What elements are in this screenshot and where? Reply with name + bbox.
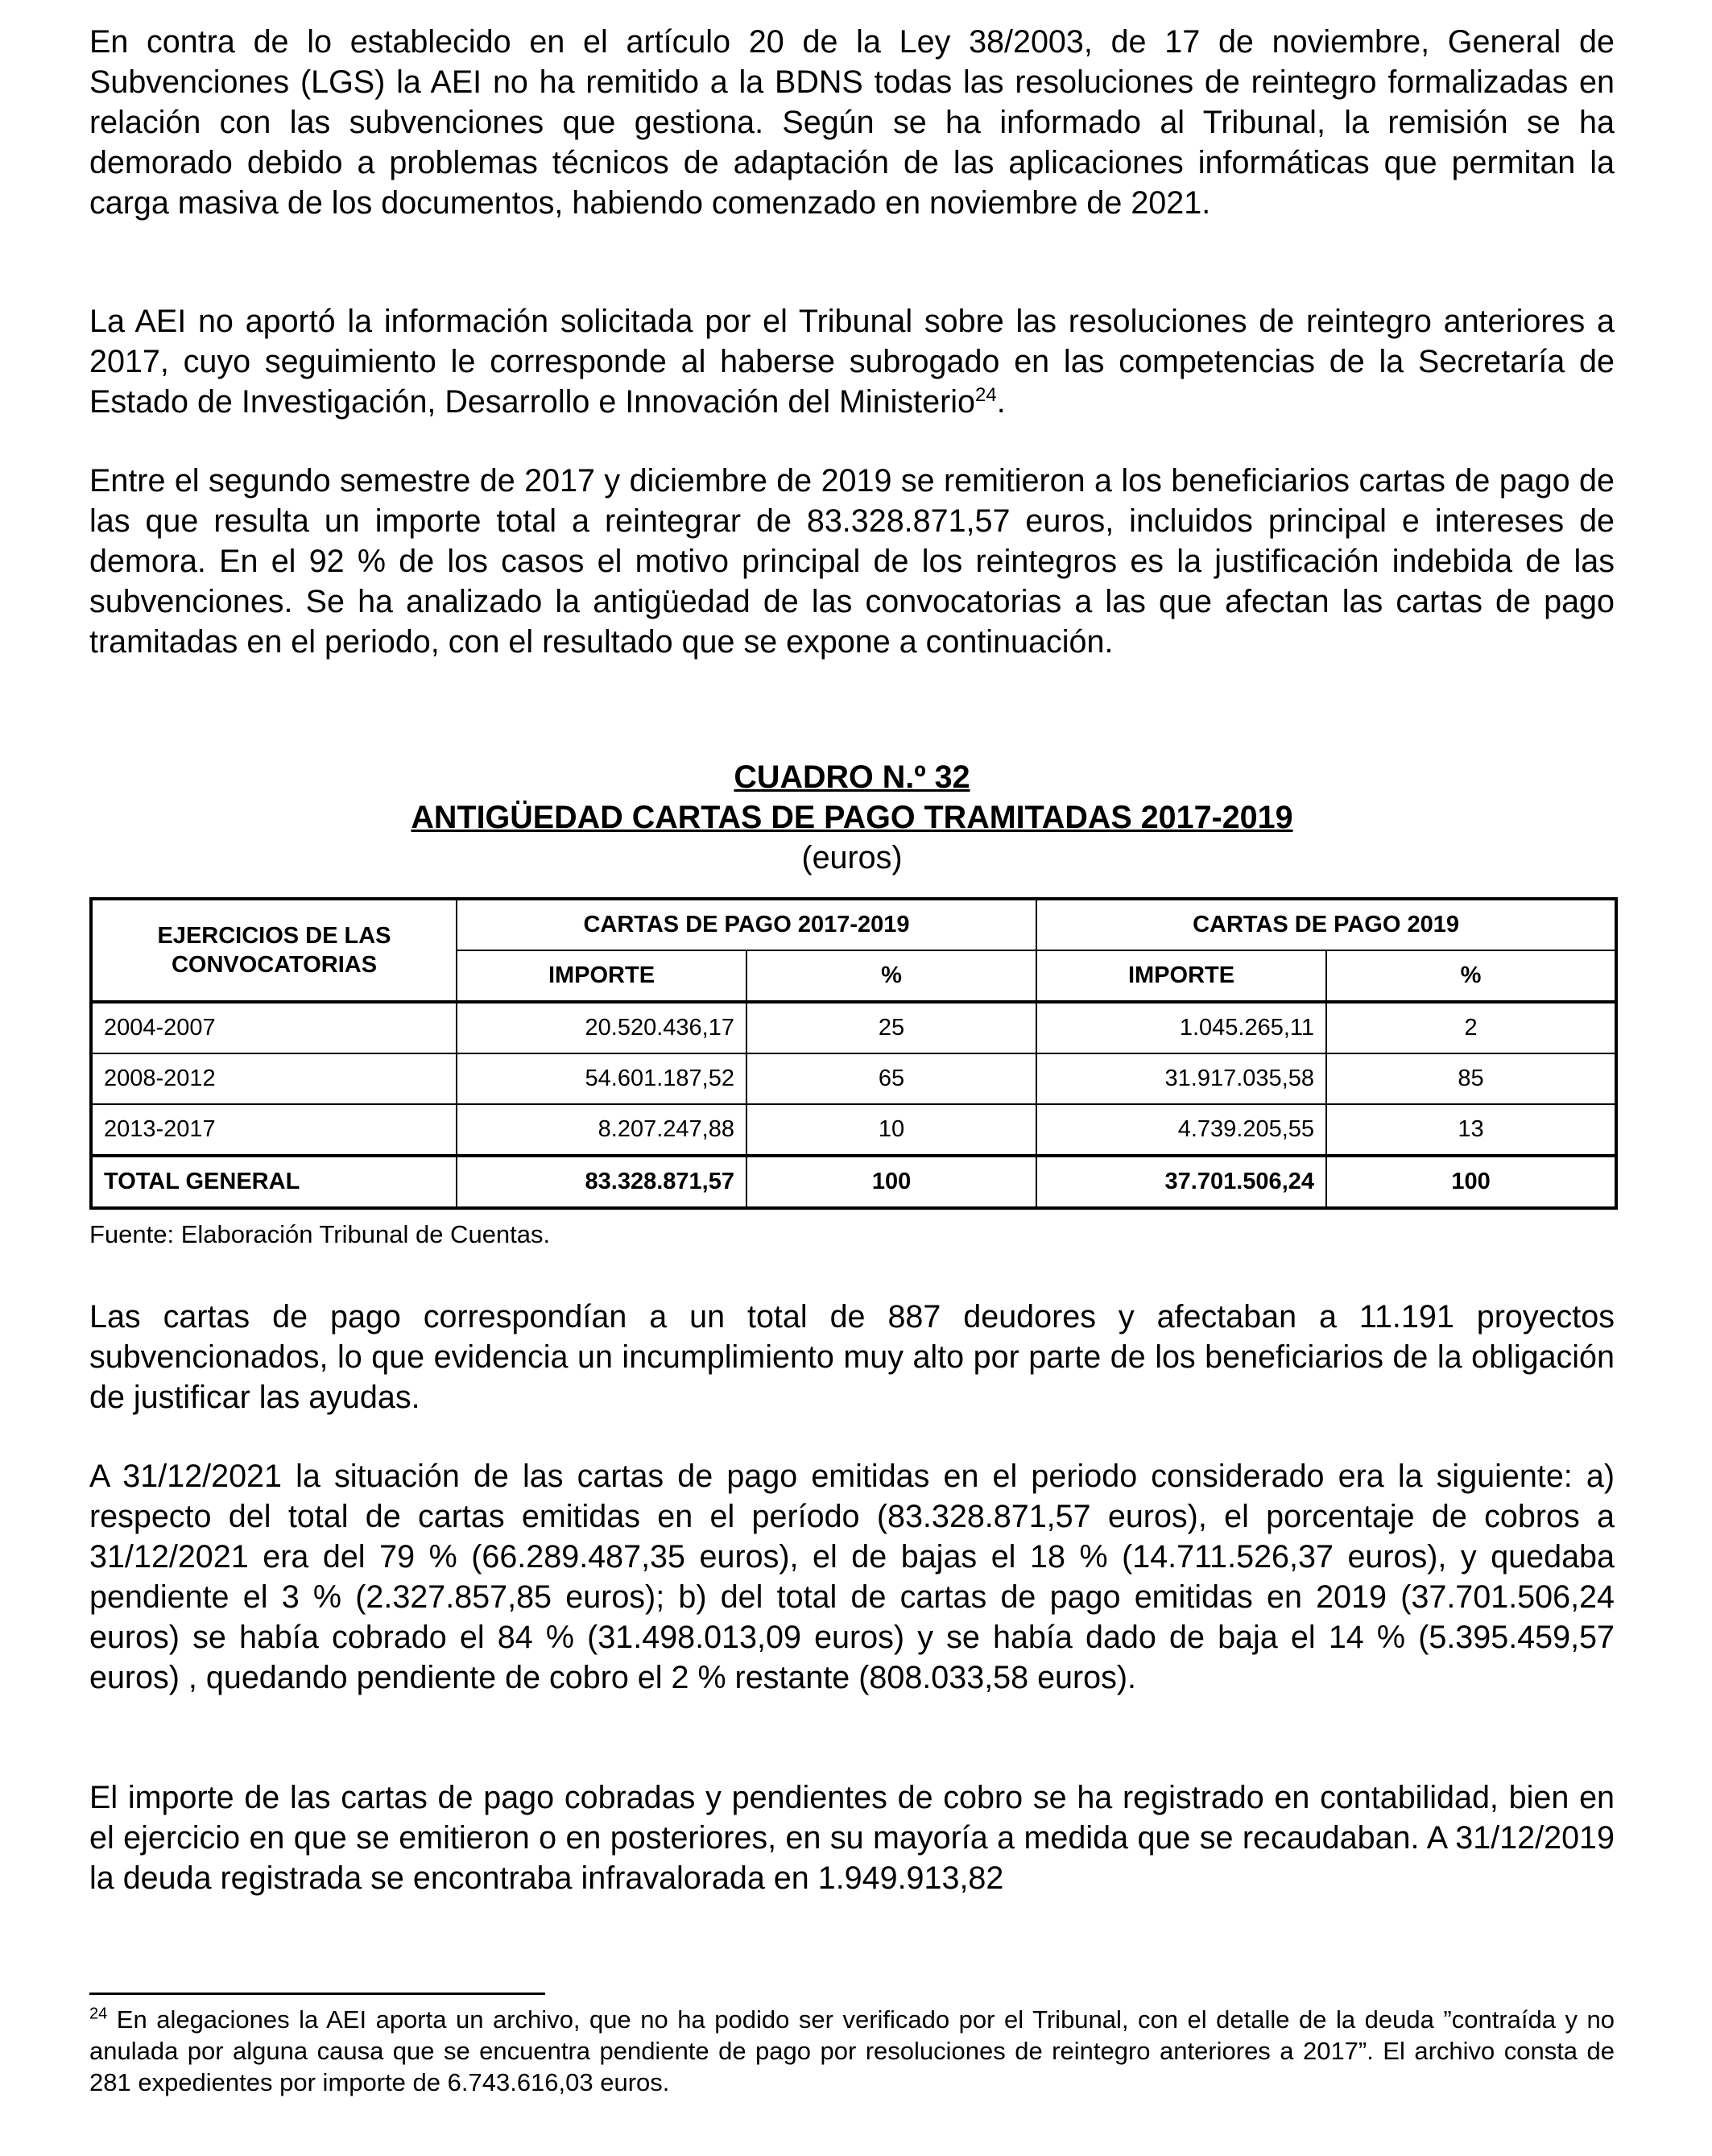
row-label: 2008-2012 [91,1053,457,1104]
paragraph-cartas-pago: Entre el segundo semestre de 2017 y diciembre de 2019 se remitieron a los beneficiarios cartas de pago de las que resulta un importe total a reintegrar de 83.328.871,57 euros, incluidos principal e intereses de demora. En el 92 % de los casos el motivo principal de los reintegros es la justificación indebida de las subvenciones. Se ha analizado la antigüedad de las convocatorias a las que afectan las cartas de pago tramitadas en el periodo, con el resultado que se expone a continuación. [89,463,1615,660]
cell-importe-1: 54.601.187,52 [457,1053,746,1104]
table-source: Fuente: Elaboración Tribunal de Cuentas. [89,1220,551,1248]
paragraph-contabilidad: El importe de las cartas de pago cobradas y pendientes de cobro se ha registrado en contabilidad, bien en el ejercicio en que se emitieron o en posteriores, en su mayoría a medida que se recaudaban. A 31/12/2019 la deuda registrada se encontraba infravalorada en 1.949.913,82 [89,1780,1615,1896]
group-header-2017-2019: CARTAS DE PAGO 2017-2019 [457,899,1036,950]
total-importe-2: 37.701.506,24 [1036,1156,1326,1208]
col-pct-2: % [1326,950,1616,1002]
cuadro-32-table [89,897,1618,1210]
cell-pct-2: 13 [1326,1104,1616,1156]
total-label: TOTAL GENERAL [91,1156,457,1208]
cell-importe-1: 20.520.436,17 [457,1002,746,1053]
total-pct-2: 100 [1326,1156,1616,1208]
cell-importe-2: 31.917.035,58 [1036,1053,1326,1104]
col-importe-1: IMPORTE [457,950,746,1002]
cell-importe-2: 4.739.205,55 [1036,1104,1326,1156]
cell-pct-2: 2 [1326,1002,1616,1053]
table-row [91,1053,1616,1104]
footnote-divider [89,1993,545,1995]
cell-pct-2: 85 [1326,1053,1616,1104]
cell-importe-2: 1.045.265,11 [1036,1002,1326,1053]
paragraph-situacion-cobros: A 31/12/2021 la situación de las cartas de pago emitidas en el periodo considerado era la siguiente: a) respecto del total de cartas emitidas en el período (83.328.871,57 euros), el porcentaje de cobros a 31/12/2021 era del 79 % (66.289.487,35 euros), el de bajas el 18 % (14.711.526,37 euros), y quedaba pendiente el 3 % (2.327.857,85 euros); b) del total de cartas de pago emitidas en 2019 (37.701.506,24 euros) se había cobrado el 84 % (31.498.013,09 euros) y se había dado de baja el 14 % (5.395.459,57 euros) , quedando pendiente de cobro el 2 % restante (808.033,58 euros). [89,1459,1615,1695]
footnote-text: En alegaciones la AEI aporta un archivo, que no ha podido ser verificado por el Tribunal, con el detalle de la deuda ”contraída y no anulada por alguna causa que se encuentra pendiente de pago por resoluciones de reintegro anteriores a 2017”. El archivo consta de 281 expedientes por importe de 6.743.616,03 euros. [89,2005,1615,2096]
row-label: 2004-2007 [91,1002,457,1053]
table-number: CUADRO N.º 32 [734,759,970,795]
cell-pct-1: 65 [746,1053,1036,1104]
table-units: (euros) [801,840,903,875]
footnote-reference[interactable]: 24 [975,383,997,406]
paragraph-resoluciones-anteriores [89,301,1615,422]
table-total-row [91,1156,1616,1208]
row-header: EJERCICIOS DE LAS CONVOCATORIAS [91,899,457,1002]
cell-pct-1: 25 [746,1002,1036,1053]
table-header-row [91,899,1616,950]
total-importe-1: 83.328.871,57 [457,1156,746,1208]
col-importe-2: IMPORTE [1036,950,1326,1002]
paragraph-bdns: En contra de lo establecido en el artículo 20 de la Ley 38/2003, de 17 de noviembre, General de Subvenciones (LGS) la AEI no ha remitido a la BDNS todas las resoluciones de reintegro formalizadas en relación con las subvenciones que gestiona. Según se ha informado al Tribunal, la remisión se ha demorado debido a problemas técnicos de adaptación de las aplicaciones informáticas que permitan la carga masiva de los documentos, habiendo comenzado en noviembre de 2021. [89,24,1615,221]
footnote-number: 24 [89,2005,108,2023]
group-header-2019: CARTAS DE PAGO 2019 [1036,899,1616,950]
table-title: ANTIGÜEDAD CARTAS DE PAGO TRAMITADAS 2017-2019 [411,800,1293,835]
row-label: 2013-2017 [91,1104,457,1156]
paragraph-end: . [996,384,1006,420]
cell-pct-1: 10 [746,1104,1036,1156]
cell-importe-1: 8.207.247,88 [457,1104,746,1156]
col-pct-1: % [746,950,1036,1002]
table-row [91,1104,1616,1156]
paragraph-deudores: Las cartas de pago correspondían a un total de 887 deudores y afectaban a 11.191 proyectos subvencionados, lo que evidencia un incumplimiento muy alto por parte de los beneficiarios de la obligación de justificar las ayudas. [89,1299,1615,1415]
table-row [91,1002,1616,1053]
paragraph-text: La AEI no aportó la información solicitada por el Tribunal sobre las resoluciones de reintegro anteriores a 2017, cuyo seguimiento le corresponde al haberse subrogado en las competencias de la Secretaría de Estado de Investigación, Desarrollo e Innovación del Ministerio [89,304,1615,420]
footnote [89,2004,1615,2098]
total-pct-1: 100 [746,1156,1036,1208]
